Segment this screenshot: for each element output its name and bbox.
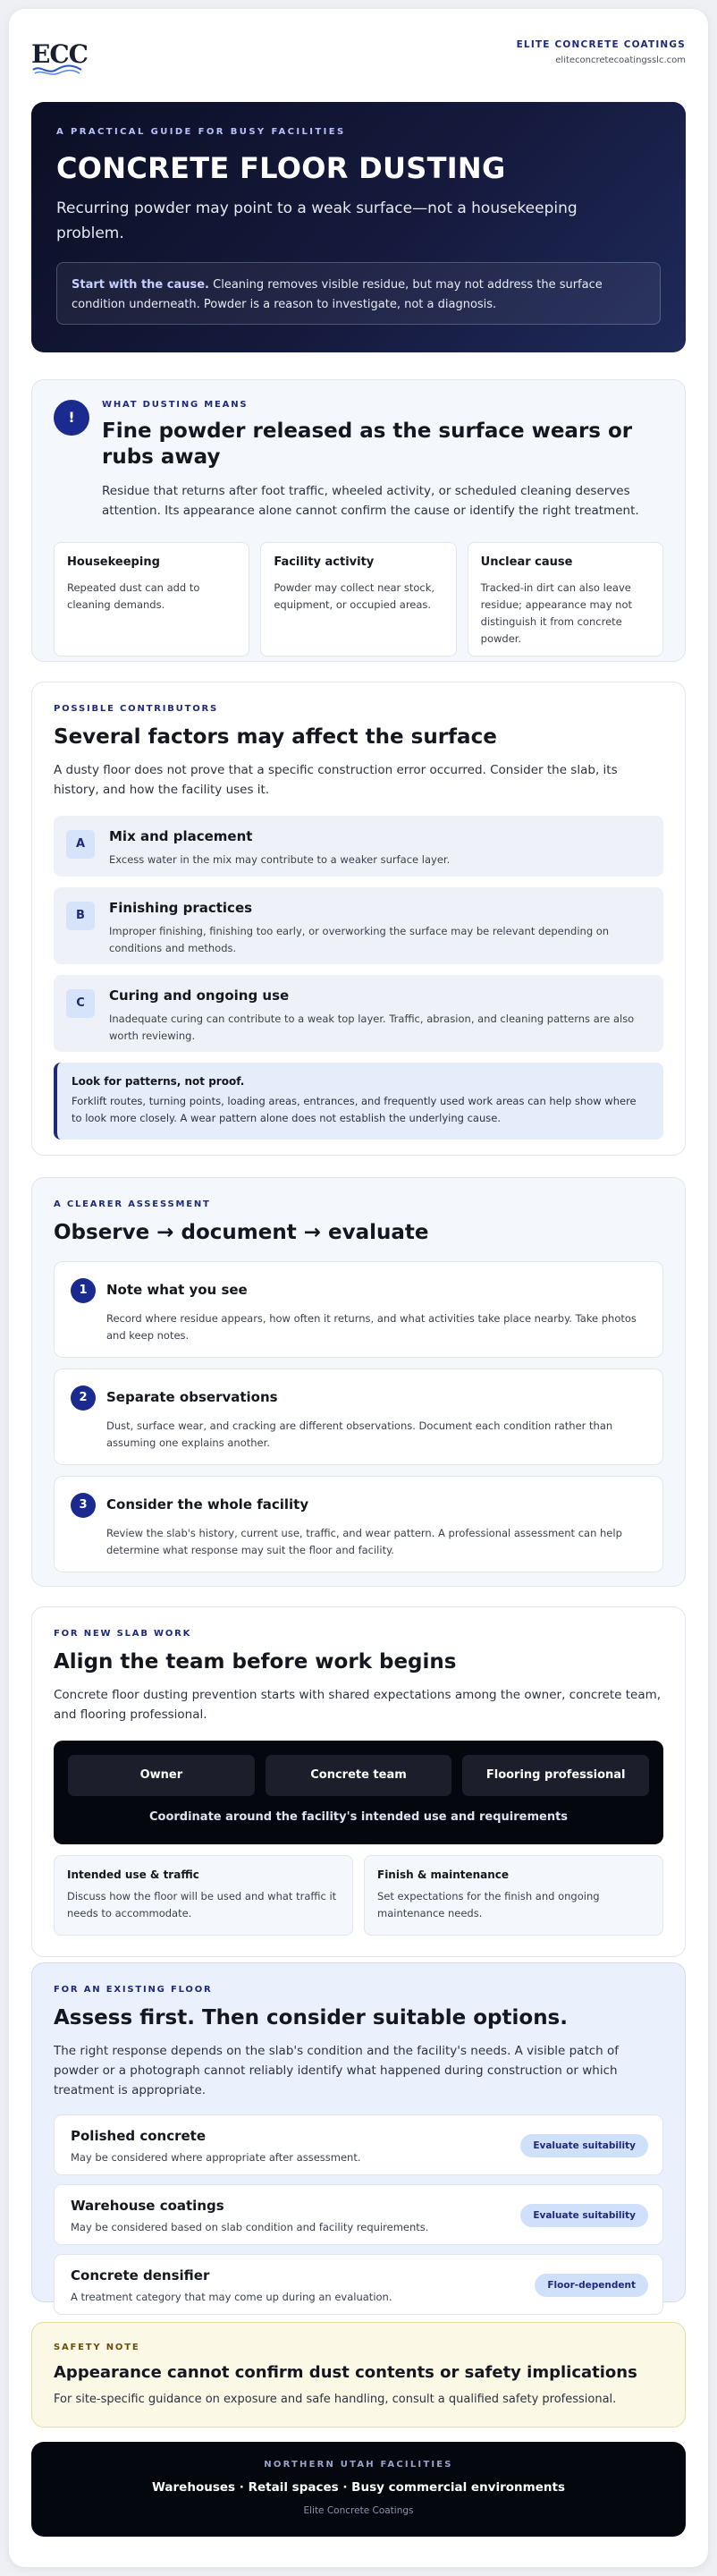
step-number: 2 bbox=[71, 1385, 96, 1411]
step-title: Consider the whole facility bbox=[106, 1496, 309, 1513]
step-consider-whole-facility bbox=[54, 1476, 663, 1572]
card-title: Intended use & traffic bbox=[67, 1868, 199, 1881]
factor-text: Excess water in the mix may contribute to a weaker surface layer. bbox=[109, 853, 451, 866]
step-text: Dust, surface wear, and cracking are different observations. Document each condition rather than assuming one explains another. bbox=[106, 1419, 613, 1449]
section-eyebrow: FOR AN EXISTING FLOOR bbox=[54, 1985, 213, 1995]
card-title: Finish & maintenance bbox=[377, 1868, 510, 1881]
footer-sub: Elite Concrete Coatings bbox=[303, 2505, 414, 2516]
section-title: Observe → document → evaluate bbox=[54, 1221, 429, 1244]
logo-text: ECC bbox=[31, 39, 88, 69]
section-eyebrow: A CLEARER ASSESSMENT bbox=[54, 1199, 211, 1209]
card-title: Unclear cause bbox=[480, 555, 573, 569]
hero-note-bold: Start with the cause. bbox=[72, 278, 210, 292]
callout-title: Look for patterns, not proof. bbox=[72, 1075, 245, 1088]
safety-eyebrow: SAFETY NOTE bbox=[54, 2343, 140, 2352]
role-concrete-team: Concrete team bbox=[266, 1755, 452, 1796]
section-title: Several factors may affect the surface bbox=[54, 725, 497, 749]
factor-title: Finishing practices bbox=[109, 900, 253, 916]
option-text: May be considered based on slab condition and facility requirements. bbox=[71, 2221, 429, 2233]
factor-finishing-practices bbox=[54, 887, 663, 964]
section-title: Assess first. Then consider suitable options. bbox=[54, 2006, 568, 2029]
factor-title: Mix and placement bbox=[109, 828, 253, 844]
step-separate-observations bbox=[54, 1368, 663, 1465]
card-text: Powder may collect near stock, equipment, or occupied areas. bbox=[274, 581, 435, 611]
card-text: Discuss how the floor will be used and what traffic it needs to accommodate. bbox=[67, 1890, 337, 1919]
hero-subtitle: Recurring powder may point to a weak surface—not a housekeeping problem. bbox=[56, 199, 578, 242]
brand-name: ELITE CONCRETE COATINGS bbox=[516, 39, 686, 50]
factor-curing-and-ongoing-use bbox=[54, 975, 663, 1052]
section-what-dusting-means bbox=[31, 379, 686, 662]
logo[interactable] bbox=[31, 41, 94, 77]
header bbox=[9, 9, 708, 102]
card-text: Set expectations for the finish and ongoing maintenance needs. bbox=[377, 1890, 600, 1919]
section-existing-floor bbox=[31, 1962, 686, 2302]
factor-text: Inadequate curing can contribute to a weak top layer. Traffic, abrasion, and cleaning patterns are also worth reviewing. bbox=[109, 1013, 635, 1042]
factor-mix-and-placement bbox=[54, 816, 663, 877]
status-badge: Floor-dependent bbox=[535, 2274, 648, 2297]
section-eyebrow: WHAT DUSTING MEANS bbox=[102, 400, 249, 410]
alert-icon: ! bbox=[54, 400, 89, 436]
section-eyebrow: POSSIBLE CONTRIBUTORS bbox=[54, 704, 219, 714]
option-warehouse-coatings bbox=[54, 2184, 663, 2245]
card-text: Repeated dust can add to cleaning demands. bbox=[67, 581, 200, 611]
patterns-callout bbox=[54, 1063, 663, 1140]
role-owner: Owner bbox=[68, 1755, 255, 1796]
info-card-housekeeping bbox=[54, 542, 249, 657]
hero-banner bbox=[31, 102, 686, 352]
safety-text: For site-specific guidance on exposure and safe handling, consult a qualified safety professional. bbox=[54, 2393, 617, 2406]
option-title: Warehouse coatings bbox=[71, 2198, 224, 2214]
footer bbox=[31, 2442, 686, 2537]
card-title: Housekeeping bbox=[67, 555, 160, 569]
card-finish-maintenance bbox=[364, 1855, 663, 1936]
option-title: Polished concrete bbox=[71, 2128, 207, 2144]
step-note-what-you-see bbox=[54, 1261, 663, 1358]
factor-title: Curing and ongoing use bbox=[109, 987, 290, 1004]
footer-main: Warehouses · Retail spaces · Busy commercial environments bbox=[152, 2480, 565, 2495]
factor-letter: B bbox=[66, 902, 95, 930]
option-concrete-densifier bbox=[54, 2254, 663, 2315]
safety-title: Appearance cannot confirm dust contents or safety implications bbox=[54, 2363, 637, 2382]
option-polished-concrete bbox=[54, 2114, 663, 2175]
info-card-unclear-cause bbox=[468, 542, 663, 657]
section-title: Fine powder released as the surface wears or rubs away bbox=[102, 419, 633, 469]
step-number: 3 bbox=[71, 1493, 96, 1518]
section-text: Concrete floor dusting prevention starts with shared expectations among the owner, concrete team, and flooring professional. bbox=[54, 1688, 662, 1722]
section-eyebrow: FOR NEW SLAB WORK bbox=[54, 1629, 192, 1639]
step-title: Note what you see bbox=[106, 1282, 248, 1298]
card-title: Facility activity bbox=[274, 555, 375, 569]
team-coordination-panel bbox=[54, 1741, 663, 1844]
status-badge: Evaluate suitability bbox=[520, 2134, 648, 2157]
brand-block bbox=[517, 39, 686, 65]
safety-note bbox=[31, 2322, 686, 2428]
factor-letter: C bbox=[66, 989, 95, 1018]
role-flooring-professional: Flooring professional bbox=[462, 1755, 649, 1796]
hero-note bbox=[56, 262, 661, 325]
option-title: Concrete densifier bbox=[71, 2267, 210, 2284]
section-title: Align the team before work begins bbox=[54, 1650, 457, 1674]
step-text: Review the slab's history, current use, traffic, and wear pattern. A professional assessment can help determine what response may suit the floor and facility. bbox=[106, 1527, 622, 1556]
factor-text: Improper finishing, finishing too early, or overworking the surface may be relevant depending on conditions and methods. bbox=[109, 925, 610, 954]
logo-wave-icon bbox=[31, 63, 85, 77]
section-text: Residue that returns after foot traffic, wheeled activity, or scheduled cleaning deserves attention. Its appearance alone cannot confirm the cause or identify the right treatment. bbox=[102, 484, 639, 518]
section-possible-contributors bbox=[31, 682, 686, 1156]
team-caption: Coordinate around the facility's intended use and requirements bbox=[148, 1810, 569, 1824]
card-intended-use bbox=[54, 1855, 353, 1936]
option-text: May be considered where appropriate after assessment. bbox=[71, 2151, 361, 2164]
info-card-facility-activity bbox=[260, 542, 456, 657]
section-new-slab-work bbox=[31, 1606, 686, 1957]
hero-note-text: Cleaning removes visible residue, but may not address the surface condition underneath. Powder is a reason to investigate, not a diagnosis. bbox=[72, 278, 603, 311]
step-number: 1 bbox=[71, 1278, 96, 1303]
card-text: Tracked-in dirt can also leave residue; appearance may not distinguish it from concrete powder. bbox=[480, 581, 633, 645]
hero-eyebrow: A PRACTICAL GUIDE FOR BUSY FACILITIES bbox=[56, 127, 346, 137]
section-text: The right response depends on the slab's condition and the facility's needs. A visible patch of powder or a photograph cannot reliably identify what happened during construction or which treatment is appropriate. bbox=[54, 2044, 620, 2097]
footer-eyebrow: NORTHERN UTAH FACILITIES bbox=[264, 2460, 453, 2470]
brand-url[interactable]: eliteconcretecoatingsslc.com bbox=[555, 55, 686, 65]
option-text: A treatment category that may come up during an evaluation. bbox=[71, 2291, 392, 2303]
step-title: Separate observations bbox=[106, 1389, 278, 1405]
callout-text: Forklift routes, turning points, loading areas, entrances, and frequently used work areas can help show where to look more closely. A wear pattern alone does not establish the underlying cause. bbox=[72, 1095, 637, 1124]
factor-letter: A bbox=[66, 830, 95, 859]
section-clearer-assessment bbox=[31, 1177, 686, 1587]
status-badge: Evaluate suitability bbox=[520, 2204, 648, 2227]
page-title: CONCRETE FLOOR DUSTING bbox=[56, 151, 506, 185]
page bbox=[9, 9, 708, 2567]
section-text: A dusty floor does not prove that a specific construction error occurred. Consider the slab, its history, and how the facility uses it. bbox=[54, 763, 618, 797]
step-text: Record where residue appears, how often it returns, and what activities take place nearby. Take photos and keep notes. bbox=[106, 1312, 637, 1342]
